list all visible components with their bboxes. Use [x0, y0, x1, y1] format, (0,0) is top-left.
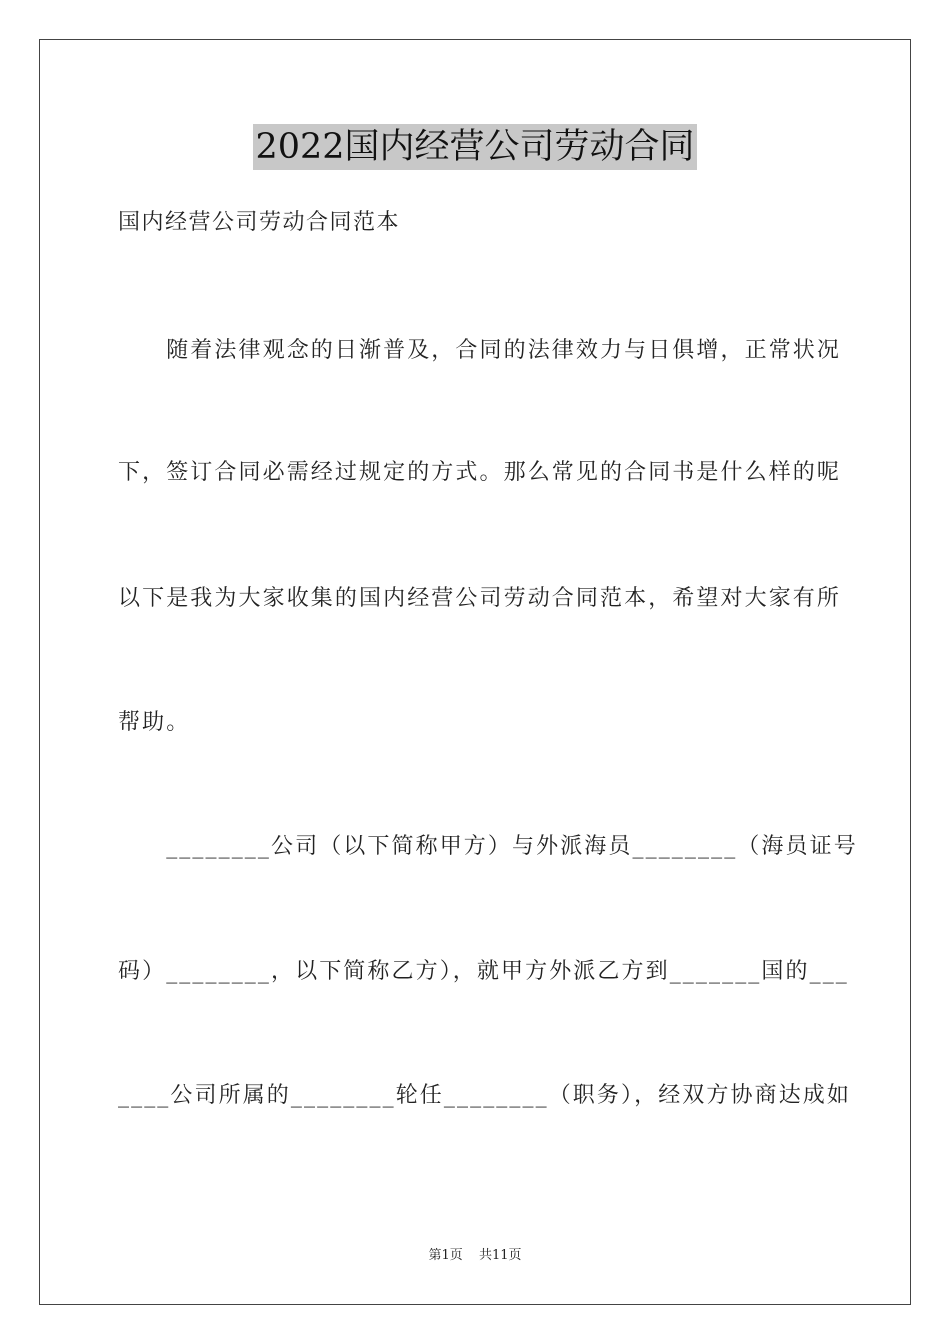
- body-line: 下，签订合同必需经过规定的方式。那么常见的合同书是什么样的呢: [118, 460, 842, 485]
- page-footer: [0, 1247, 950, 1265]
- title-container: [0, 124, 950, 170]
- document-title: 2022国内经营公司劳动合同: [253, 124, 696, 170]
- body-line: 随着法律观念的日渐普及，合同的法律效力与日俱增，正常状况: [118, 338, 842, 363]
- body-line: 帮助。: [118, 710, 191, 735]
- body-line: ____公司所属的________轮任________（职务），经双方协商达成如: [118, 1083, 852, 1108]
- page-number-total: 共11页: [478, 1248, 522, 1263]
- body-line: 码）________，以下简称乙方），就甲方外派乙方到_______国的___: [118, 959, 849, 984]
- page-number-current: 第1页: [428, 1248, 463, 1263]
- document-subtitle: 国内经营公司劳动合同范本: [118, 210, 401, 235]
- body-line: ________公司（以下简称甲方）与外派海员________（海员证号: [118, 834, 858, 859]
- body-line: 以下是我为大家收集的国内经营公司劳动合同范本，希望对大家有所: [118, 586, 842, 611]
